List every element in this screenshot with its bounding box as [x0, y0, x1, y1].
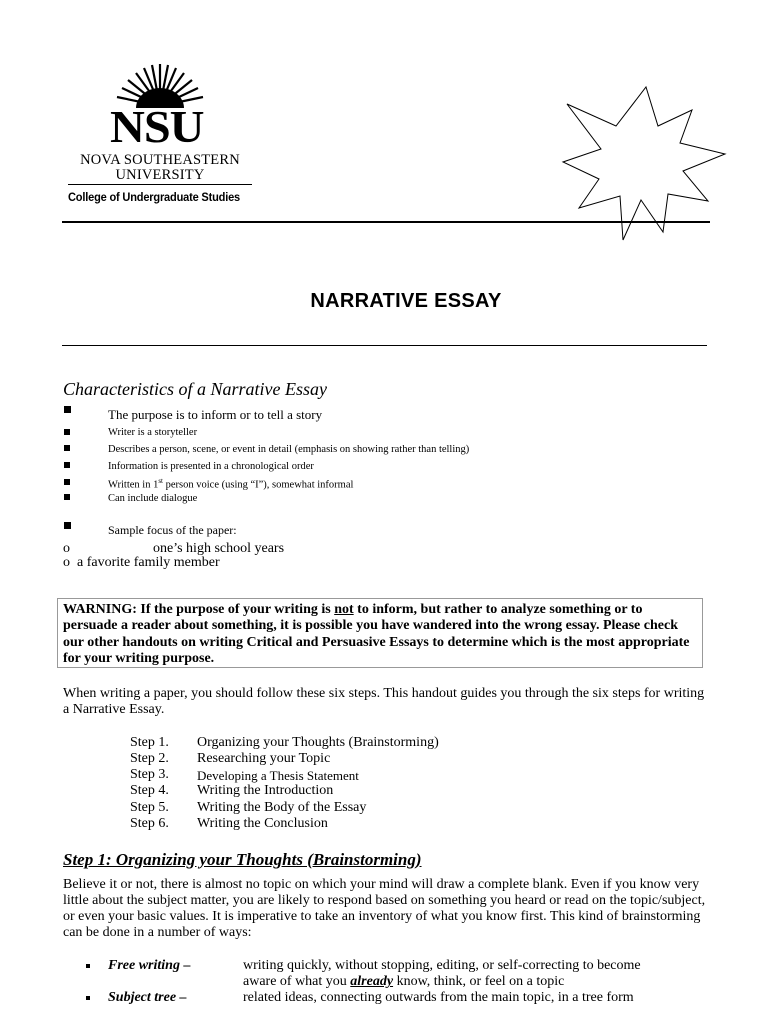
list-item: The purpose is to inform or to tell a story	[108, 407, 323, 422]
step-number: Step 1.	[130, 735, 169, 750]
university-name: NOVA SOUTHEASTERN UNIVERSITY	[80, 152, 240, 183]
step-text: Developing a Thesis Statement	[197, 768, 359, 783]
header-rule	[62, 221, 710, 223]
step-number: Step 6.	[130, 816, 169, 831]
list-item: Can include dialogue	[108, 493, 198, 504]
list-item: Describes a person, scene, or event in detail (emphasis on showing rather than telling)	[108, 444, 470, 455]
step-number: Step 5.	[130, 800, 169, 815]
step1-heading: Step 1: Organizing your Thoughts (Brainstorming)	[63, 850, 422, 869]
title-rule	[62, 345, 707, 346]
step-number: Step 2.	[130, 751, 169, 766]
step-text: Writing the Introduction	[197, 783, 334, 798]
step1-paragraph: Believe it or not, there is almost no topic on which your mind will draw a complete blank. Even if you know very little about the subject matter, you are likely to respond based on something you heard or read on the topic/subject, or even your basic values. It is imperative to take an inventory of what you know first. This kind of brainstorming can be done in a number of ways:	[63, 877, 706, 940]
sample-focus-label: Sample focus of the paper:	[108, 523, 237, 537]
characteristics-heading: Characteristics of a Narrative Essay	[63, 379, 327, 399]
list-item: Information is presented in a chronological order	[108, 461, 314, 472]
step-number: Step 3.	[130, 767, 169, 782]
nsu-logo	[66, 60, 256, 210]
bullet-icon	[64, 494, 70, 500]
bullet-icon	[86, 964, 90, 968]
bullet-icon	[64, 522, 71, 529]
bullet-icon	[64, 462, 70, 468]
bullet-icon	[86, 996, 90, 1000]
warning-box: WARNING: If the purpose of your writing is not to inform, but rather to analyze something or to persuade a reader about something, it is possible you have wandered into the wrong essay. Please check our other handouts on writing Critical and Persuasive Essays to determine which is the most appropriate for your writing purpose.	[57, 598, 703, 668]
bullet-icon	[64, 406, 71, 413]
intro-paragraph: When writing a paper, you should follow these six steps. This handout guides you through the six steps for writing a Narrative Essay.	[63, 686, 705, 717]
method-term: Subject tree –	[108, 990, 187, 1005]
step-text: Writing the Body of the Essay	[197, 800, 367, 815]
step-number: Step 4.	[130, 783, 169, 798]
step-text: Writing the Conclusion	[197, 816, 328, 831]
page-title: NARRATIVE ESSAY	[310, 290, 502, 312]
sub-list-item: o one’s high school years	[63, 541, 285, 556]
bullet-icon	[64, 429, 70, 435]
logo-divider	[68, 184, 252, 185]
bullet-icon	[64, 445, 70, 451]
starburst-icon	[555, 82, 727, 242]
list-item: Written in 1st person voice (using “I”), somewhat informal	[108, 477, 354, 491]
method-description: writing quickly, without stopping, editing, or self-correcting to become aware of what you already know, think, or feel on a topic	[243, 958, 641, 989]
logo-letters: NSU	[110, 101, 204, 152]
step-text: Researching your Topic	[197, 751, 331, 766]
method-description: related ideas, connecting outwards from the main topic, in a tree form	[243, 990, 634, 1005]
sub-list-item: o a favorite family member	[63, 555, 220, 570]
list-item: Writer is a storyteller	[108, 427, 198, 438]
bullet-icon	[64, 479, 70, 485]
step-text: Organizing your Thoughts (Brainstorming)	[197, 735, 439, 750]
method-term: Free writing –	[108, 958, 191, 973]
college-name: College of Undergraduate Studies	[68, 190, 241, 204]
